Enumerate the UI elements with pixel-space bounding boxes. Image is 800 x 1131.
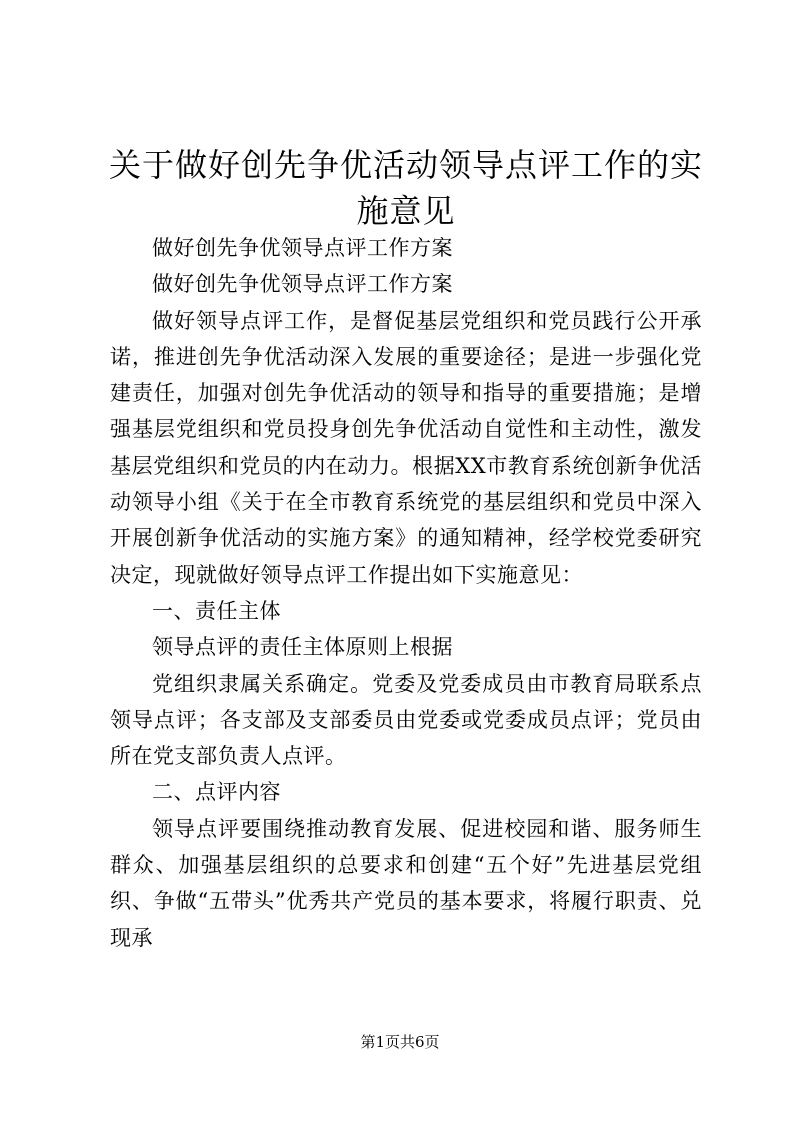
paragraph-6: 党组织隶属关系确定。党委及党委成员由市教育局联系点领导点评；各支部及支部委员由党委或党委成员点评；党员由所在党支部负责人点评。	[110, 671, 702, 769]
document-body	[110, 230, 702, 956]
paragraph-2: 做好创先争优领导点评工作方案	[152, 272, 453, 297]
section-heading-responsibility: 一、责任主体	[152, 598, 281, 623]
paragraph-5: 领导点评的责任主体原则上根据	[152, 635, 453, 660]
paragraph-1: 做好创先争优领导点评工作方案	[152, 236, 453, 260]
paragraph-8: 领导点评要围绕推动教育发展、促进校园和谐、服务师生群众、加强基层组织的总要求和创建“五个好”先进基层党组织、争做“五带头”优秀共产党员的基本要求，将履行职责、兑现承	[110, 816, 702, 950]
page-number: 第1页	[360, 1033, 400, 1051]
section-heading-content: 二、点评内容	[152, 780, 281, 805]
total-pages: 共6页	[400, 1033, 440, 1051]
page-footer	[0, 1032, 800, 1052]
document-title: 关于做好创先争优活动领导点评工作的实施意见	[108, 146, 703, 230]
paragraph-3: 做好领导点评工作，是督促基层党组织和党员践行公开承诺，推进创先争优活动深入发展的重要途径；是进一步强化党建责任，加强对创先争优活动的领导和指导的重要措施；是增强基层党组织和党员投身创先争优活动自觉性和主动性，激发基层党组织和党员的内在动力。根据XX市教育系统创新争优活动领导小组《关于在全市教育系统党的基层组织和党员中深入开展创新争优活动的实施方案》的通知精神，经学校党委研究决定，现就做好领导点评工作提出如下实施意见：	[110, 308, 702, 587]
